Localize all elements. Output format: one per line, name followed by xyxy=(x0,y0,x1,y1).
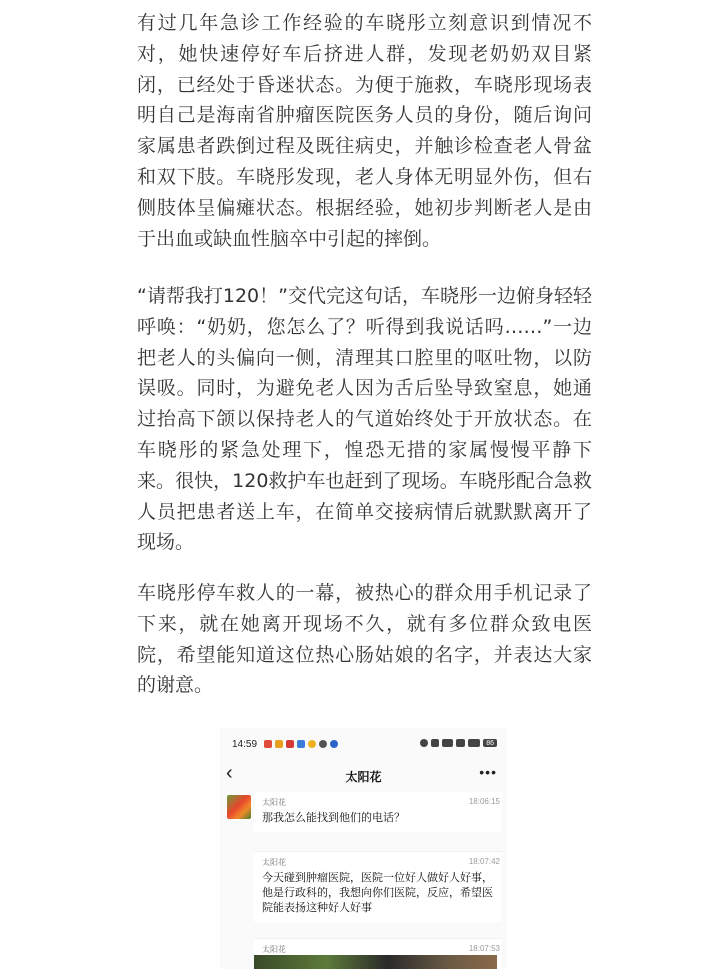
notification-icons xyxy=(264,740,338,748)
app-notification-icon xyxy=(319,740,327,748)
hd-icon xyxy=(442,739,453,747)
message-photo[interactable] xyxy=(254,955,497,969)
message-sender: 太阳花 xyxy=(262,945,286,954)
system-icons xyxy=(420,739,497,747)
back-arrow-icon[interactable]: ‹ xyxy=(226,762,233,784)
chat-history xyxy=(220,790,507,969)
article-paragraph: “请帮我打120！”交代完这句话，车晓彤一边俯身轻轻呼唤：“奶奶，您怎么了？听得到我说话吗……”一边把老人的头偏向一侧，清理其口腔里的呕吐物，以防误吸。同时，为避免老人因为舌后坠导致窒息，她通过抬高下颌以保持老人的气道始终处于开放状态。在车晓彤的紧急处理下，惶恐无措的家属慢慢平静下来。很快，120救护车也赶到了现场。车晓彤配合急救人员把患者送上车，在简单交接病情后就默默离开了现场。 xyxy=(137,285,592,554)
message-time: 18:06:15 xyxy=(468,797,500,806)
article-paragraph: 有过几年急诊工作经验的车晓彤立刻意识到情况不对，她快速停好车后挤进人群，发现老奶奶双目紧闭，已经处于昏迷状态。为便于施救，车晓彤现场表明自己是海南省肿瘤医院医务人员的身份，随后询问家属患者跌倒过程及既往病史，并触诊检查老人骨盆和双下肢。车晓彤发现，老人身体无明显外伤，但右侧肢体呈偏瘫状态。根据经验，她初步判断老人是由于出血或缺血性脑卒中引起的摔倒。 xyxy=(137,12,592,250)
message-time: 18:07:53 xyxy=(468,944,500,953)
app-notification-icon xyxy=(308,740,316,748)
message-time: 18:07:42 xyxy=(468,857,500,866)
chat-message xyxy=(254,792,502,832)
app-notification-icon xyxy=(275,740,283,748)
battery-icon: 86 xyxy=(483,739,497,747)
message-text: 今天碰到肿瘤医院，医院一位好人做好人好事，他是行政科的，我想向你们医院，反应，希望医院能表扬这种好人好事 xyxy=(262,872,493,914)
message-text: 那我怎么能找到他们的电话？ xyxy=(262,812,405,824)
chat-nav-bar xyxy=(220,760,507,791)
vibrate-icon xyxy=(431,739,439,747)
message-sender: 太阳花 xyxy=(262,858,286,867)
app-notification-icon xyxy=(330,740,338,748)
app-notification-icon xyxy=(286,740,294,748)
chat-title: 太阳花 xyxy=(345,770,382,784)
phone-status-bar xyxy=(220,728,507,760)
avatar xyxy=(227,795,251,819)
wifi-icon xyxy=(456,739,465,747)
embedded-chat-screenshot xyxy=(220,728,507,969)
chat-message xyxy=(254,851,502,922)
status-time: 14:59 xyxy=(232,739,258,750)
alarm-icon xyxy=(420,739,428,747)
app-notification-icon xyxy=(297,740,305,748)
app-notification-icon xyxy=(264,740,272,748)
message-sender: 太阳花 xyxy=(262,798,286,807)
signal-icon xyxy=(468,739,480,747)
more-icon[interactable]: ••• xyxy=(479,764,497,780)
article-paragraph: 车晓彤停车救人的一幕，被热心的群众用手机记录了下来，就在她离开现场不久，就有多位群众致电医院，希望能知道这位热心肠姑娘的名字，并表达大家的谢意。 xyxy=(137,582,592,697)
